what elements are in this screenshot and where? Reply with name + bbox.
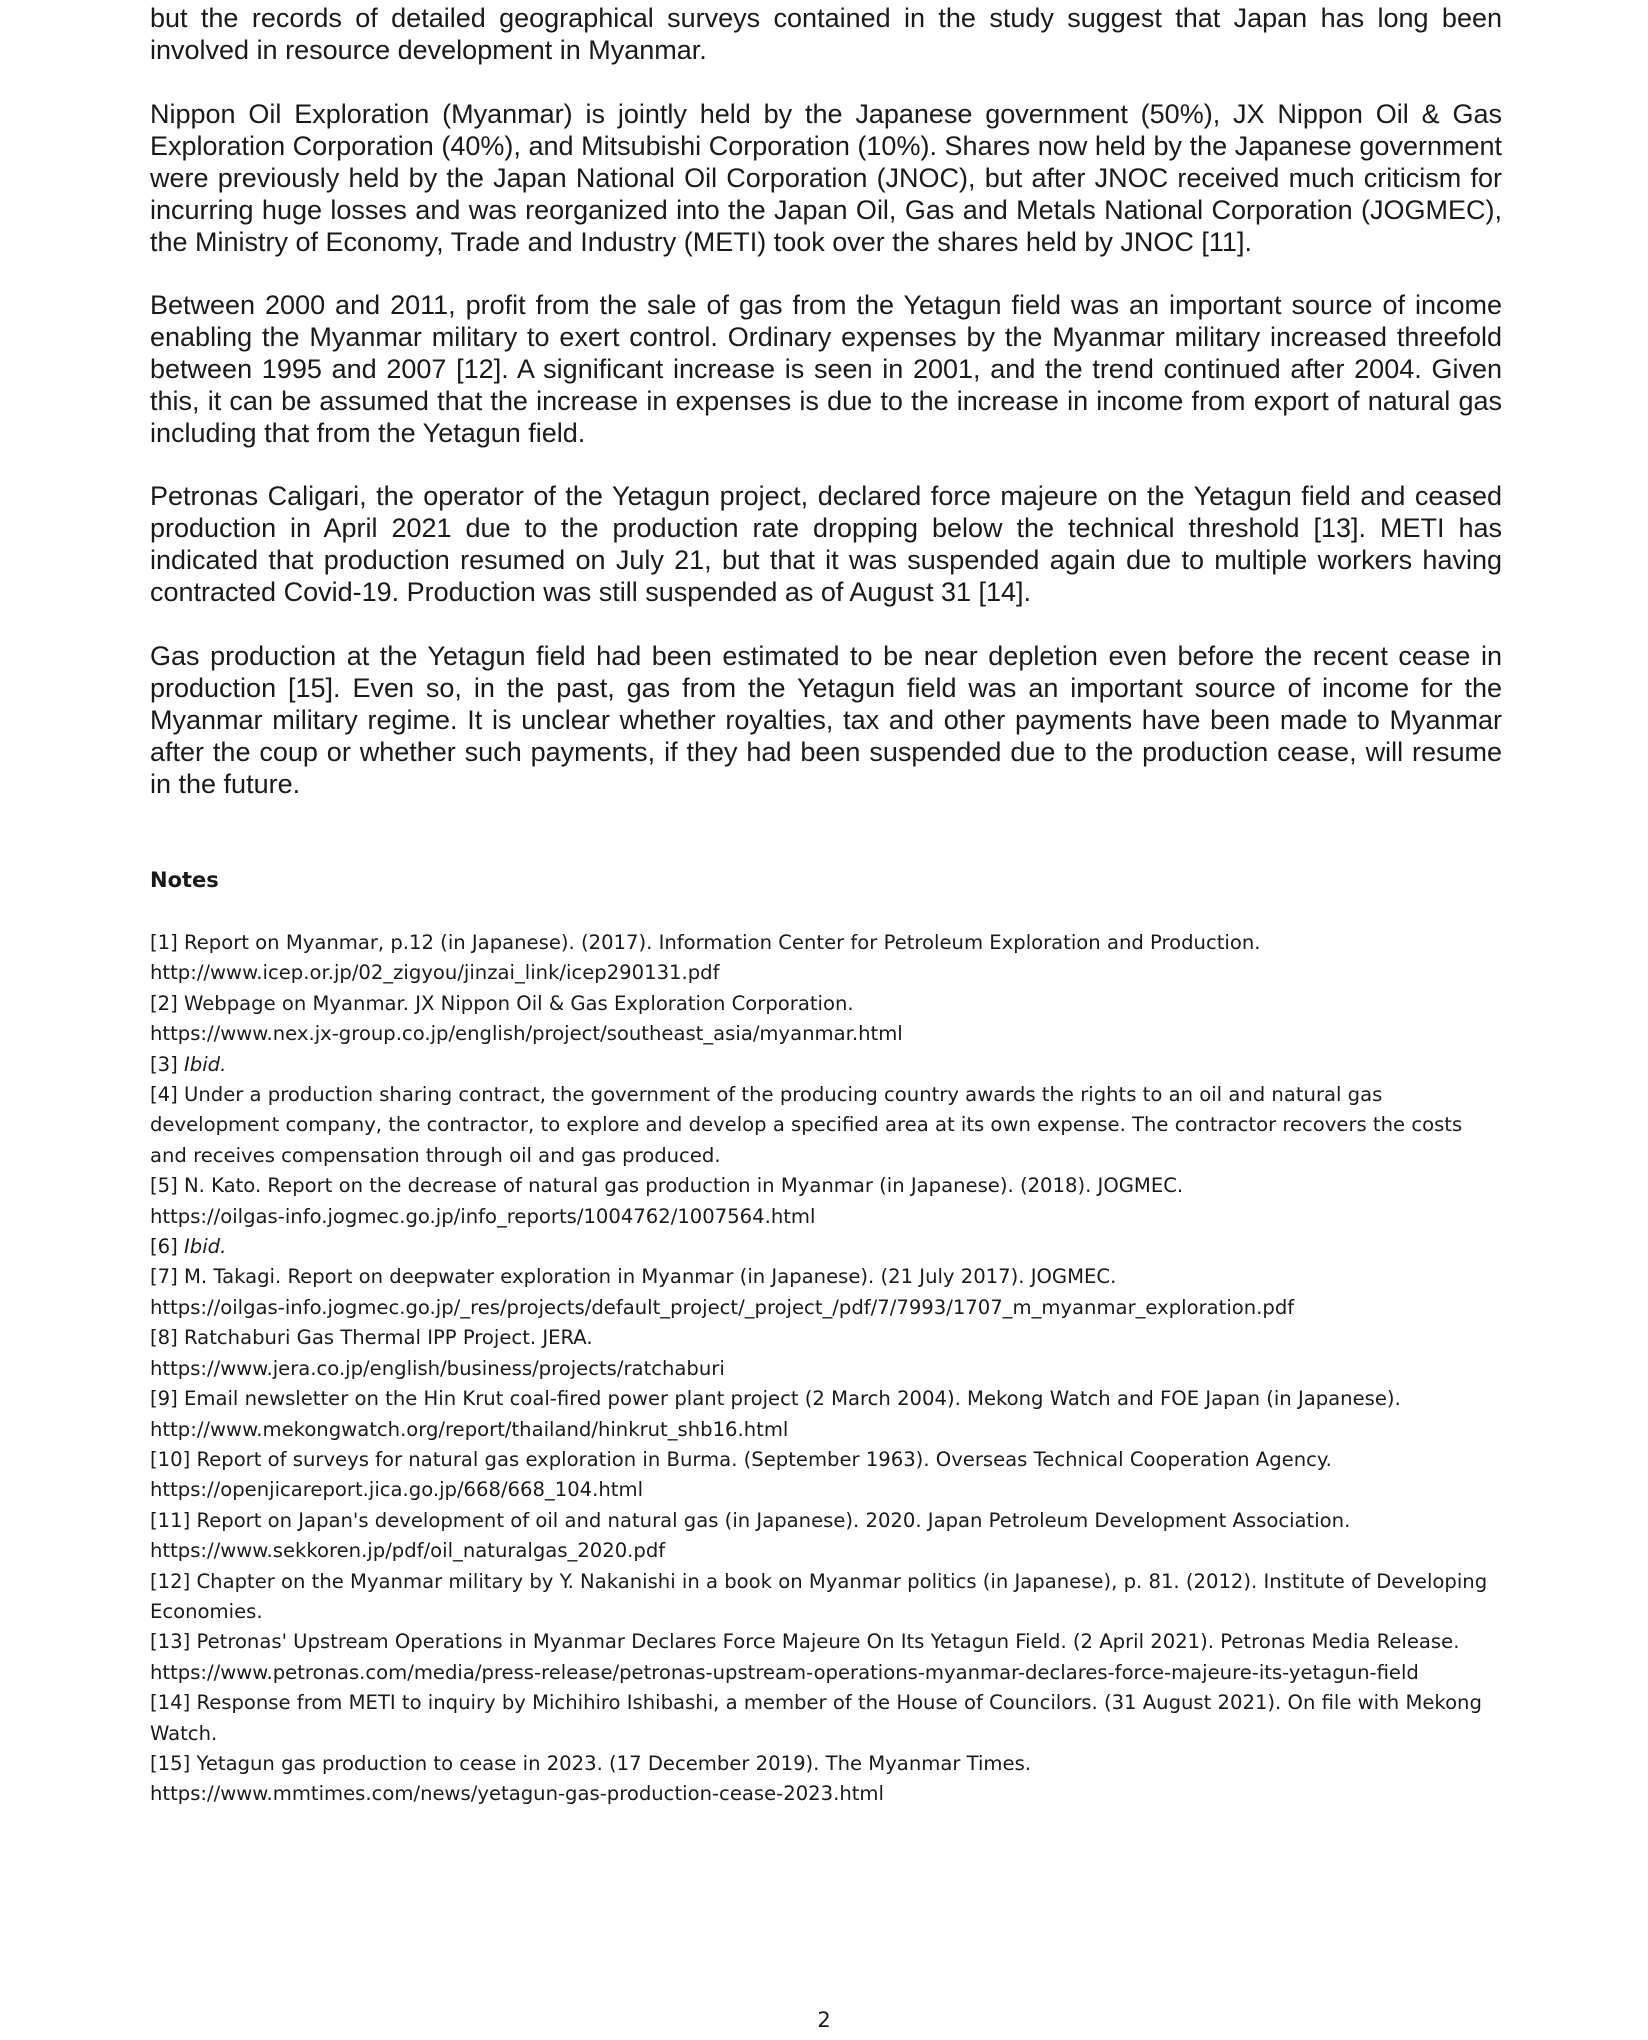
note-number: [10] [150, 1447, 191, 1471]
note-text: Ibid. [184, 1235, 227, 1259]
note-item [150, 1232, 1502, 1262]
note-item [150, 1749, 1502, 1810]
body-paragraph-1: but the records of detailed geographical surveys contained in the study suggest that Japan has long been involved in resource development in Myanmar. [150, 3, 1502, 65]
note-text: N. Kato. Report on the decrease of natural gas production in Myanmar (in Japanese). (2018). JOGMEC. [184, 1174, 1184, 1198]
note-text: Webpage on Myanmar. JX Nippon Oil & Gas Exploration Corporation. [184, 991, 854, 1015]
note-item [150, 1567, 1502, 1628]
notes-heading: Notes [150, 868, 219, 892]
note-text: Report on Myanmar, p.12 (in Japanese). (2017). Information Center for Petroleum Exploration and Production. [184, 931, 1261, 954]
note-item [150, 1688, 1502, 1749]
note-text: Response from METI to inquiry by Michihiro Ishibashi, a member of the House of Councilors. (31 August 2021). On file with Mekong Watch. [150, 1691, 1482, 1745]
note-text: Yetagun gas production to cease in 2023. (17 December 2019). The Myanmar Times. [196, 1751, 1032, 1775]
note-url[interactable]: http://www.icep.or.jp/02_zigyou/jinzai_link/icep290131.pdf [150, 961, 720, 985]
note-text: Under a production sharing contract, the government of the producing country awards the rights to an oil and natural gas development company, the contractor, to explore and develop a specified area at its own expense. The contractor recovers the costs and receives compensation through oil and gas produced. [150, 1083, 1463, 1167]
note-text: Ibid. [184, 1052, 227, 1076]
note-text: Petronas' Upstream Operations in Myanmar Declares Force Majeure On Its Yetagun Field. (2 April 2021). Petronas Media Release. [196, 1630, 1460, 1654]
note-item [150, 989, 1502, 1050]
note-item [150, 1384, 1502, 1445]
note-item [150, 1262, 1502, 1323]
note-item [150, 928, 1502, 989]
note-number: [14] [150, 1691, 191, 1715]
note-item [150, 1627, 1502, 1688]
note-url[interactable]: https://www.petronas.com/media/press-release/petronas-upstream-operations-myanmar-declares-force-majeure-its-yetagun-field [150, 1660, 1419, 1684]
note-number: [9] [150, 1387, 178, 1411]
note-url[interactable]: https://www.mmtimes.com/news/yetagun-gas-production-cease-2023.html [150, 1782, 884, 1806]
note-url[interactable]: https://www.sekkoren.jp/pdf/oil_naturalgas_2020.pdf [150, 1539, 666, 1563]
body-paragraph-5: Gas production at the Yetagun field had been estimated to be near depletion even before the recent cease in production [15]. Even so, in the past, gas from the Yetagun field was an important source of income for the Myanmar military regime. It is unclear whether royalties, tax and other payments have been made to Myanmar after the coup or whether such payments, if they had been suspended due to the production cease, will resume in the future. [150, 641, 1502, 799]
note-number: [3] [150, 1052, 178, 1076]
note-number: [4] [150, 1083, 178, 1107]
body-paragraph-3: Between 2000 and 2011, profit from the sale of gas from the Yetagun field was an important source of income enabling the Myanmar military to exert control. Ordinary expenses by the Myanmar military increased threefold between 1995 and 2007 [12]. A significant increase is seen in 2001, and the trend continued after 2004. Given this, it can be assumed that the increase in expenses is due to the increase in income from export of natural gas including that from the Yetagun field. [150, 290, 1502, 448]
note-item [150, 1506, 1502, 1567]
note-item [150, 1323, 1502, 1384]
note-url[interactable]: https://openjicareport.jica.go.jp/668/668_104.html [150, 1478, 644, 1502]
note-text: Ratchaburi Gas Thermal IPP Project. JERA. [184, 1326, 593, 1350]
note-text: M. Takagi. Report on deepwater exploration in Myanmar (in Japanese). (21 July 2017). JOGMEC. [184, 1265, 1117, 1289]
notes-list [150, 928, 1502, 1810]
note-url[interactable]: https://www.nex.jx-group.co.jp/english/project/southeast_asia/myanmar.html [150, 1022, 903, 1046]
body-paragraph-4: Petronas Caligari, the operator of the Yetagun project, declared force majeure on the Yetagun field and ceased production in April 2021 due to the production rate dropping below the technical threshold [13]. METI has indicated that production resumed on July 21, but that it was suspended again due to multiple workers having contracted Covid-19. Production was still suspended as of August 31 [14]. [150, 481, 1502, 607]
note-number: [1] [150, 931, 178, 954]
note-url[interactable]: https://www.jera.co.jp/english/business/projects/ratchaburi [150, 1356, 725, 1380]
note-url[interactable]: http://www.mekongwatch.org/report/thailand/hinkrut_shb16.html [150, 1417, 789, 1441]
note-number: [13] [150, 1630, 191, 1654]
note-text: Report of surveys for natural gas exploration in Burma. (September 1963). Overseas Technical Cooperation Agency. [196, 1447, 1332, 1471]
note-number: [8] [150, 1326, 178, 1350]
note-item [150, 1171, 1502, 1232]
body-paragraph-2: Nippon Oil Exploration (Myanmar) is jointly held by the Japanese government (50%), JX Nippon Oil & Gas Exploration Corporation (40%), and Mitsubishi Corporation (10%). Shares now held by the Japanese government were previously held by the Japan National Oil Corporation (JNOC), but after JNOC received much criticism for incurring huge losses and was reorganized into the Japan Oil, Gas and Metals National Corporation (JOGMEC), the Ministry of Economy, Trade and Industry (METI) took over the shares held by JNOC [11]. [150, 99, 1502, 257]
note-text: Report on Japan's development of oil and natural gas (in Japanese). 2020. Japan Petroleum Development Association. [196, 1508, 1351, 1532]
note-text: Chapter on the Myanmar military by Y. Nakanishi in a book on Myanmar politics (in Japanese), p. 81. (2012). Institute of Developing Economies. [150, 1569, 1488, 1623]
note-number: [2] [150, 991, 178, 1015]
note-number: [11] [150, 1508, 191, 1532]
note-url[interactable]: https://oilgas-info.jogmec.go.jp/info_reports/1004762/1007564.html [150, 1204, 816, 1228]
note-text: Email newsletter on the Hin Krut coal-fired power plant project (2 March 2004). Mekong Watch and FOE Japan (in Japanese). [184, 1387, 1401, 1411]
note-item [150, 1080, 1502, 1171]
note-number: [15] [150, 1751, 191, 1775]
note-number: [7] [150, 1265, 178, 1289]
note-number: [12] [150, 1569, 191, 1593]
note-number: [5] [150, 1174, 178, 1198]
page-number: 2 [817, 2008, 831, 2032]
note-url[interactable]: https://oilgas-info.jogmec.go.jp/_res/projects/default_project/_project_/pdf/7/7993/1707_m_myanmar_exploration.pdf [150, 1295, 1295, 1319]
note-item [150, 1050, 1502, 1080]
note-item [150, 1445, 1502, 1506]
note-number: [6] [150, 1235, 178, 1259]
